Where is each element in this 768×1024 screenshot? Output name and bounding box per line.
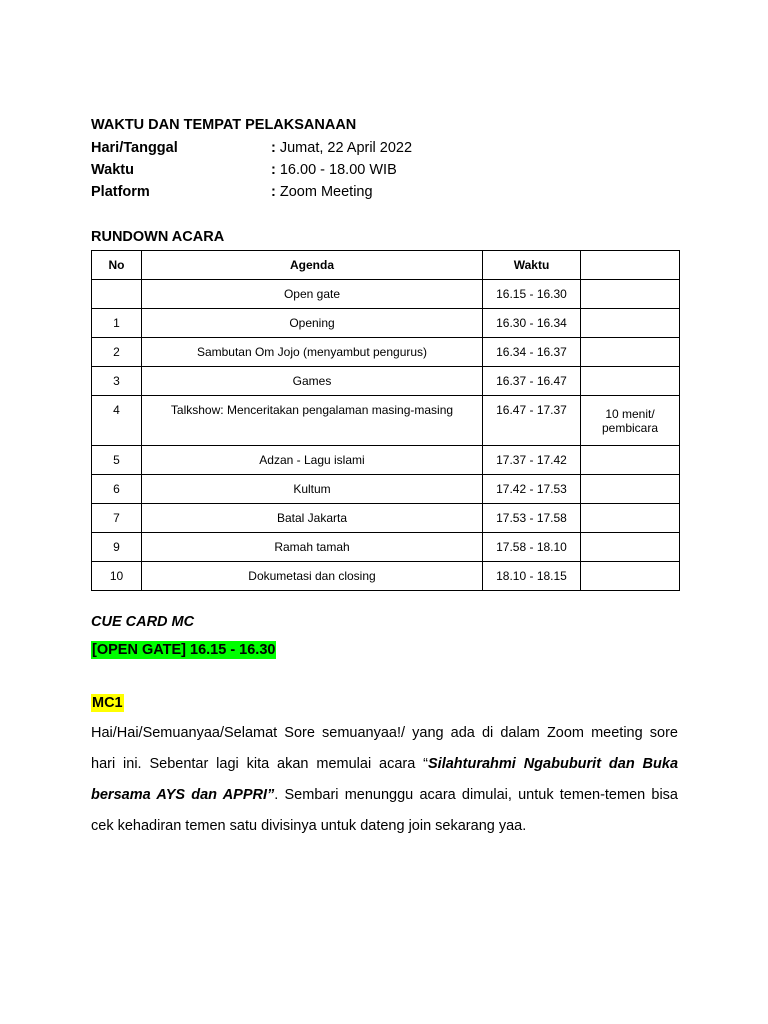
info-value [271, 137, 412, 159]
cell-no: 5 [92, 446, 142, 475]
cell-agenda: Kultum [142, 475, 483, 504]
segment-label: [OPEN GATE] 16.15 - 16.30 [92, 642, 276, 658]
cell-waktu: 17.53 - 17.58 [483, 504, 581, 533]
cell-agenda: Ramah tamah [142, 533, 483, 562]
cell-waktu: 17.37 - 17.42 [483, 446, 581, 475]
table-row [92, 475, 680, 504]
table-row [92, 446, 680, 475]
cell-no: 1 [92, 309, 142, 338]
speaker-label: MC1 [92, 695, 123, 711]
table-row [92, 562, 680, 591]
cell-no: 9 [92, 533, 142, 562]
info-value-text: 16.00 - 18.00 WIB [275, 162, 397, 178]
cell-agenda: Dokumetasi dan closing [142, 562, 483, 591]
cell-no [92, 280, 142, 309]
cell-keterangan [581, 504, 680, 533]
table-row [92, 338, 680, 367]
column-header-keterangan [581, 251, 680, 280]
info-colon: : [271, 162, 276, 178]
script-text-before: Hai/Hai/Semuanyaa/Selamat Sore semuanyaa!/ yang ada di dalam Zoom meeting sore hari ini. Sebentar lagi kita akan memulai acara “ [91, 725, 678, 772]
cell-waktu: 18.10 - 18.15 [483, 562, 581, 591]
cell-agenda: Open gate [142, 280, 483, 309]
cell-waktu: 16.34 - 16.37 [483, 338, 581, 367]
info-value-text: Zoom Meeting [275, 184, 373, 200]
cell-keterangan [581, 280, 680, 309]
cell-no: 2 [92, 338, 142, 367]
cell-waktu: 16.30 - 16.34 [483, 309, 581, 338]
cell-no: 6 [92, 475, 142, 504]
table-row [92, 280, 680, 309]
cell-keterangan [581, 446, 680, 475]
column-header-waktu: Waktu [483, 251, 581, 280]
cell-agenda: Batal Jakarta [142, 504, 483, 533]
script-text-after: . Sembari menunggu acara dimulai, untuk temen-temen bisa cek kehadiran temen satu divisinya untuk dateng join sekarang yaa. [91, 787, 679, 834]
pelaksanaan-heading: WAKTU DAN TEMPAT PELAKSANAAN [91, 117, 357, 133]
info-colon: : [271, 184, 276, 200]
mc-script-paragraph [91, 718, 678, 842]
info-label: Platform [91, 184, 150, 200]
cell-keterangan [581, 338, 680, 367]
cell-no: 7 [92, 504, 142, 533]
cell-waktu: 16.15 - 16.30 [483, 280, 581, 309]
cell-keterangan [581, 367, 680, 396]
info-value [271, 181, 373, 203]
info-label: Waktu [91, 162, 134, 178]
info-label: Hari/Tanggal [91, 140, 178, 156]
cell-keterangan [581, 533, 680, 562]
column-header-no: No [92, 251, 142, 280]
table-row [92, 396, 680, 446]
cell-keterangan [581, 309, 680, 338]
cell-waktu: 17.42 - 17.53 [483, 475, 581, 504]
cell-agenda: Adzan - Lagu islami [142, 446, 483, 475]
rundown-table [91, 250, 680, 591]
cell-agenda: Talkshow: Menceritakan pengalaman masing-masing [142, 396, 483, 446]
table-row [92, 533, 680, 562]
cell-agenda: Games [142, 367, 483, 396]
cell-no: 3 [92, 367, 142, 396]
cell-keterangan [581, 475, 680, 504]
cell-agenda: Opening [142, 309, 483, 338]
cell-waktu: 16.47 - 17.37 [483, 396, 581, 446]
cell-waktu: 17.58 - 18.10 [483, 533, 581, 562]
table-row [92, 309, 680, 338]
table-row [92, 367, 680, 396]
cell-no: 10 [92, 562, 142, 591]
info-value-text: Jumat, 22 April 2022 [275, 140, 413, 156]
info-value [271, 159, 397, 181]
cell-keterangan: 10 menit/ pembicara [581, 396, 680, 446]
rundown-heading: RUNDOWN ACARA [91, 229, 225, 245]
cell-agenda: Sambutan Om Jojo (menyambut pengurus) [142, 338, 483, 367]
cell-keterangan [581, 562, 680, 591]
cell-waktu: 16.37 - 16.47 [483, 367, 581, 396]
table-row [92, 504, 680, 533]
info-colon: : [271, 140, 276, 156]
table-header-row [92, 251, 680, 280]
cue-card-heading: CUE CARD MC [91, 614, 195, 630]
column-header-agenda: Agenda [142, 251, 483, 280]
cell-no: 4 [92, 396, 142, 446]
script-event-name: Silahturahmi Ngabuburit dan Buka bersama AYS dan APPRI” [91, 756, 679, 803]
